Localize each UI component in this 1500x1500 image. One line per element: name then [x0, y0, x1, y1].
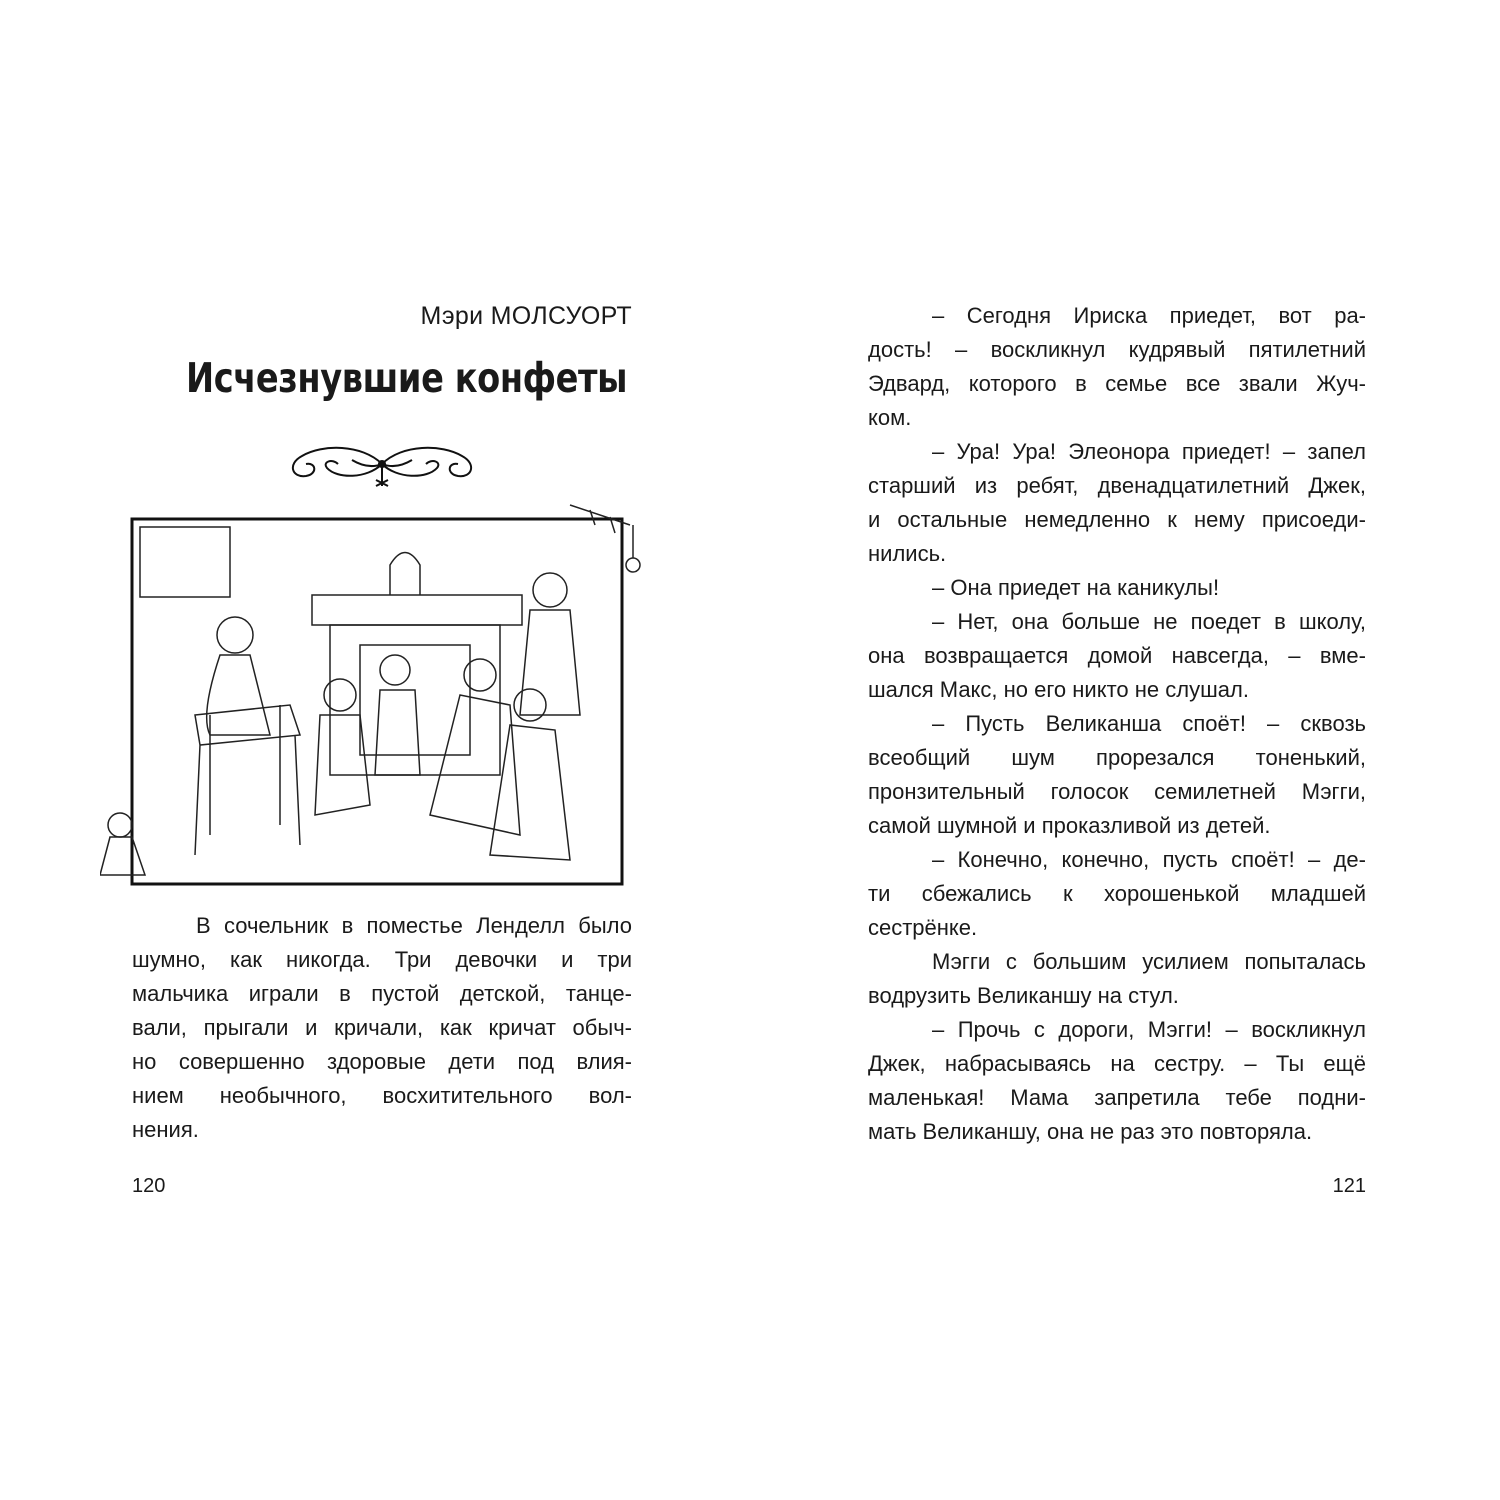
text-line: шумно, как никогда. Три девочки и три — [132, 947, 632, 972]
text-line: шался Макс, но его никто не слушал. — [868, 677, 1249, 702]
text-line: всеобщий шум прорезался тоненький, — [868, 745, 1366, 770]
story-title: Исчезнувшие конфеты — [186, 354, 628, 402]
text-line: дость! – воскликнул кудрявый пятилетний — [868, 337, 1366, 362]
text-line: нились. — [868, 541, 947, 566]
text-line: нием необычного, восхитительного вол- — [132, 1083, 632, 1108]
text-line: ти сбежались к хорошенькой младшей — [868, 881, 1366, 906]
text-line: ком. — [868, 405, 912, 430]
text-line: – Она приедет на каникулы! — [932, 575, 1220, 600]
text-line: – Пусть Великанша споёт! – сквозь — [932, 711, 1366, 736]
text-line: мать Великаншу, она не раз это повторяла. — [868, 1119, 1313, 1144]
page-number: 121 — [1332, 1175, 1366, 1197]
right-body-text — [868, 299, 1366, 1149]
text-line: маленькая! Мама запретила тебе подни- — [868, 1085, 1366, 1110]
right-page — [750, 0, 1500, 1500]
text-line: Мэгги с большим усилием попыталась — [932, 949, 1366, 974]
text-line: Джек, набрасываясь на сестру. – Ты ещё — [868, 1051, 1366, 1076]
text-line: мальчика играли в пустой детской, танце- — [132, 981, 632, 1006]
left-body-text — [132, 909, 632, 1147]
text-line: самой шумной и проказливой из детей. — [868, 813, 1271, 838]
illustration-christmas-nursery — [100, 495, 660, 895]
text-line: и остальные немедленно к нему присоеди- — [868, 507, 1366, 532]
text-line: пронзительный голосок семилетней Мэгги, — [868, 779, 1366, 804]
text-line: – Прочь с дороги, Мэгги! – воскликнул — [932, 1017, 1366, 1042]
text-line: вали, прыгали и кричали, как кричат обыч- — [132, 1015, 632, 1040]
text-line: – Нет, она больше не поедет в школу, — [932, 609, 1366, 634]
author-name: Мэри МОЛСУОРТ — [420, 302, 632, 330]
text-line: старший из ребят, двенадцатилетний Джек, — [868, 473, 1366, 498]
text-line: она возвращается домой навсегда, – вме- — [868, 643, 1366, 668]
text-line: В сочельник в поместье Ленделл было — [196, 913, 632, 938]
text-line: – Сегодня Ириска приедет, вот ра- — [932, 303, 1366, 328]
text-line: – Ура! Ура! Элеонора приедет! – запел — [932, 439, 1366, 464]
page-number: 120 — [132, 1175, 166, 1197]
text-line: Эдвард, которого в семье все звали Жуч- — [868, 371, 1366, 396]
text-line: – Конечно, конечно, пусть споёт! – де- — [932, 847, 1366, 872]
ornament-divider-icon — [282, 434, 482, 494]
text-line: нения. — [132, 1117, 199, 1142]
text-line: но совершенно здоровые дети под влия- — [132, 1049, 632, 1074]
text-line: сестрёнке. — [868, 915, 978, 940]
text-line: водрузить Великаншу на стул. — [868, 983, 1179, 1008]
